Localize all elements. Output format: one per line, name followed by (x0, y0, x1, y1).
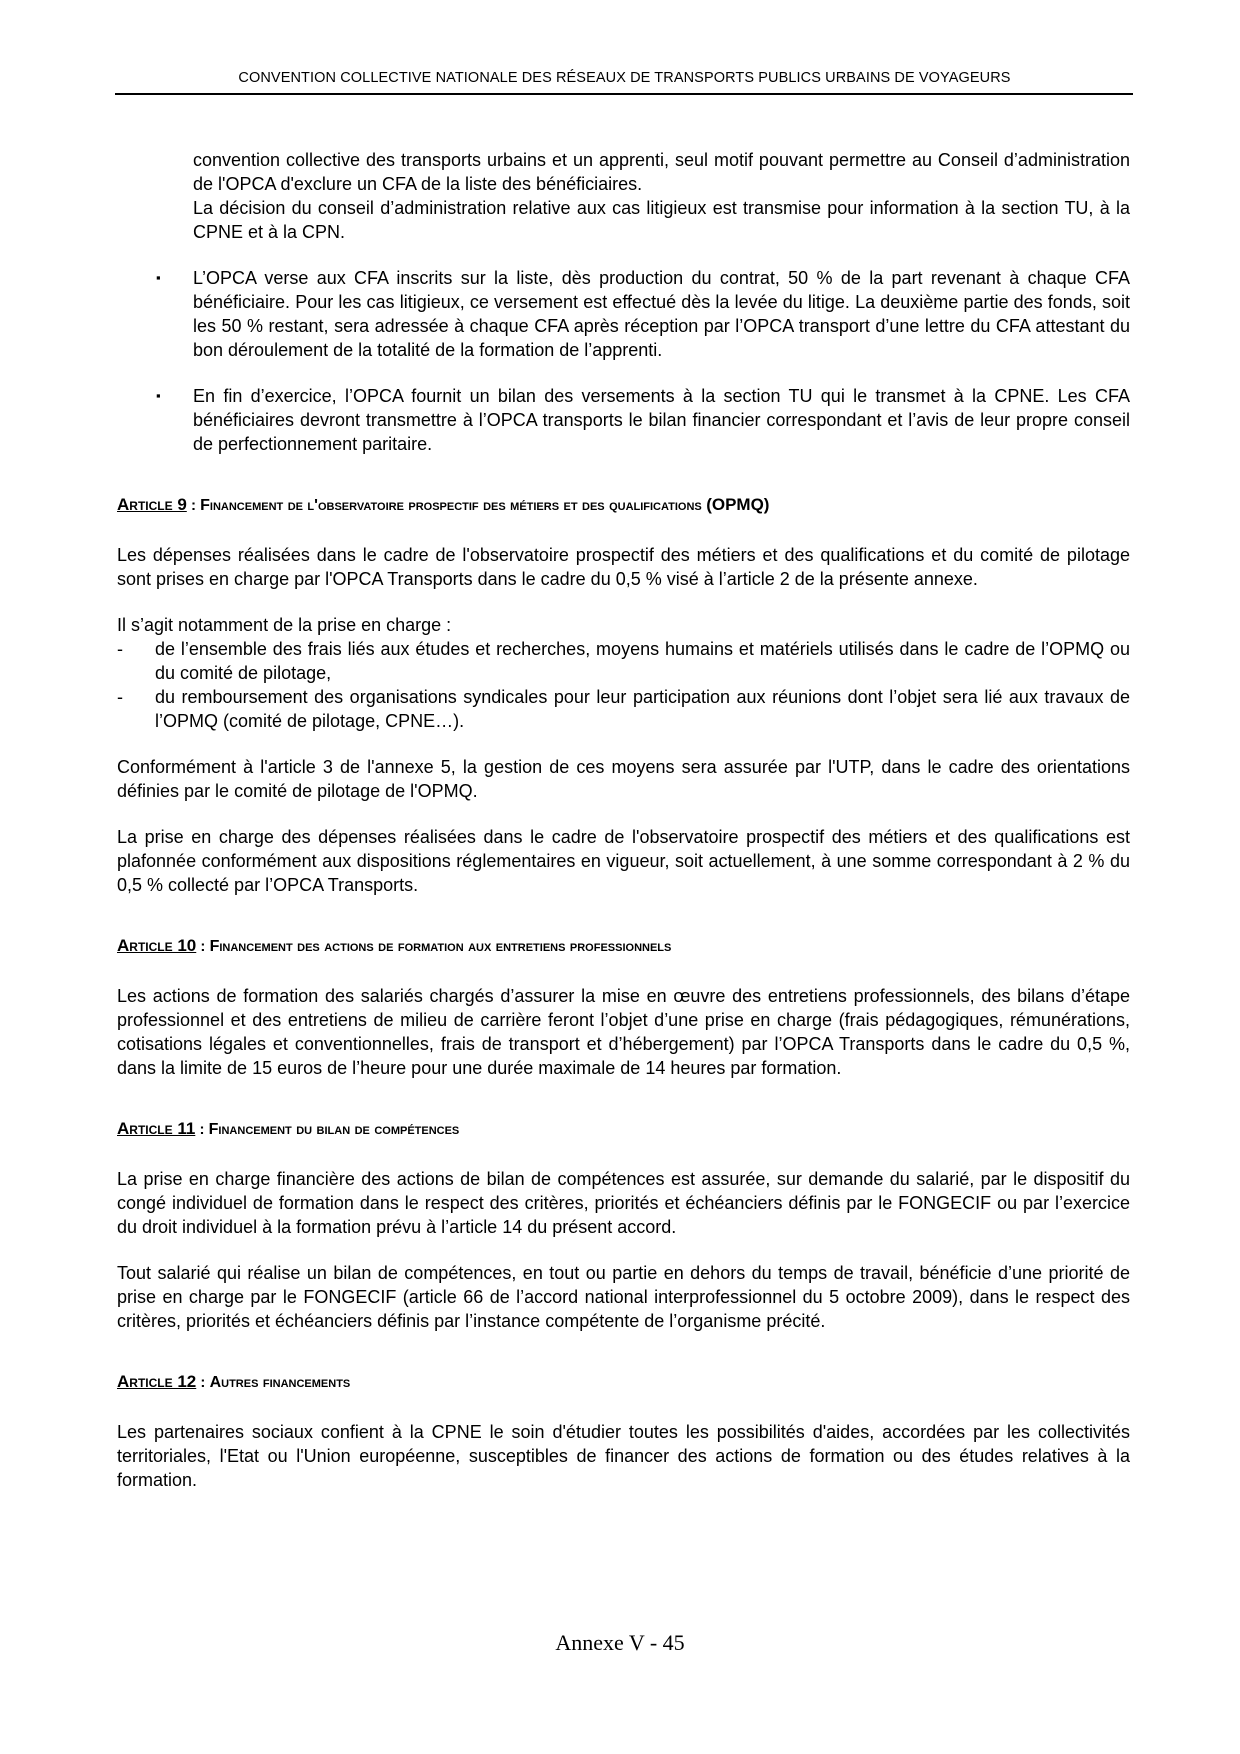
article-11-paragraph-1 (117, 1167, 1130, 1239)
article-9-heading (117, 493, 1130, 518)
article-11-p1-text: La prise en charge financière des actions de bilan de compétences est assurée, sur demande du salarié, par le dispositif du congé individuel de formation dans le respect des critères, priorités et échéanciers définis par le FONGECIF ou par l’exercice du droit individuel à la formation prévu à l’article 14 du présent accord. (117, 1169, 1130, 1237)
article-9-p3-text: Conformément à l'article 3 de l'annexe 5, la gestion de ces moyens sera assurée par l'UTP, dans le cadre des orientations définies par le comité de pilotage de l'OPMQ. (117, 757, 1130, 801)
article-10-title: Financement des actions de formation aux entretiens professionnels (209, 938, 672, 955)
bullet-text-2: En fin d’exercice, l’OPCA fournit un bilan des versements à la section TU qui le transmet à la CPNE. Les CFA bénéficiaires devront transmettre à l’OPCA transports le bilan financier correspondant et l’avis de leur propre conseil de perfectionnement paritaire. (193, 386, 1130, 454)
bullet-item-1 (156, 266, 1130, 362)
article-9-title-suffix: (OPMQ) (706, 495, 770, 514)
article-11-heading (117, 1117, 1130, 1142)
article-9-paragraph-2 (117, 613, 1130, 733)
article-9-p4-text: La prise en charge des dépenses réalisées dans le cadre de l'observatoire prospectif des métiers et des qualifications est plafonnée conformément aux dispositions réglementaires en vigueur, soit actuellement, à une somme correspondant à 2 % du 0,5 % collecté par l’OPCA Transports. (117, 827, 1130, 895)
page-body (117, 148, 1130, 1514)
article-9-title: Financement de l'observatoire prospectif des métiers et des qualifications (200, 497, 707, 514)
article-12-paragraph-1 (117, 1420, 1130, 1492)
dash-marker: - (117, 687, 123, 707)
article-12-heading (117, 1370, 1130, 1395)
article-9-list (117, 637, 1130, 733)
list-item (117, 637, 1130, 685)
bullet-item-2 (156, 384, 1130, 456)
article-12-separator: : (196, 1374, 210, 1391)
bullet-square-icon: ▪ (156, 388, 161, 403)
article-9-p2-intro: Il s’agit notamment de la prise en charge : (117, 615, 452, 635)
article-10-heading (117, 934, 1130, 959)
article-11-title: Financement du bilan de compétences (208, 1121, 460, 1138)
bullet-square-icon: ▪ (156, 270, 161, 285)
page-footer: Annexe V - 45 (555, 1630, 685, 1655)
list-item-text: du remboursement des organisations syndicales pour leur participation aux réunions dont l’objet sera lié aux travaux de l’OPMQ (comité de pilotage, CPNE…). (155, 687, 1130, 731)
article-10-separator: : (196, 938, 210, 955)
article-10-p1-text: Les actions de formation des salariés chargés d’assurer la mise en œuvre des entretiens professionnels, des bilans d’étape professionnel et des entretiens de milieu de carrière feront l’objet d’une prise en charge (frais pédagogiques, rémunérations, cotisations légales et conventionnelles, frais de transport et d’hébergement) par l’OPCA Transports dans le cadre du 0,5 %, dans la limite de 15 euros de l’heure pour une durée maximale de 14 heures par formation. (117, 986, 1130, 1078)
article-9-label: Article 9 (117, 495, 187, 514)
header-rule (115, 93, 1133, 95)
article-9-paragraph-4 (117, 825, 1130, 897)
article-12-title: Autres financements (209, 1374, 351, 1391)
article-9-paragraph-1 (117, 543, 1130, 591)
article-12-p1-text: Les partenaires sociaux confient à la CPNE le soin d'étudier toutes les possibilités d'aides, accordées par les collectivités territoriales, l'Etat ou l'Union européenne, susceptibles de financer des actions de formation ou des études relatives à la formation. (117, 1422, 1130, 1490)
article-11-p2-text: Tout salarié qui réalise un bilan de compétences, en tout ou partie en dehors du temps de travail, bénéficie d’une priorité de prise en charge par le FONGECIF (article 66 de l’accord national interprofessionnel du 5 octobre 2009), dans le respect des critères, priorités et échéanciers définis par l’instance compétente de l’organisme précité. (117, 1263, 1130, 1331)
article-11-separator: : (195, 1121, 209, 1138)
bullet-text-1: L’OPCA verse aux CFA inscrits sur la liste, dès production du contrat, 50 % de la part revenant à chaque CFA bénéficiaire. Pour les cas litigieux, ce versement est effectué dès la levée du litige. La deuxième partie des fonds, soit les 50 % restant, sera adressée à chaque CFA après réception par l’OPCA transport d’une lettre du CFA attestant du bon déroulement de la totalité de la formation de l’apprenti. (193, 268, 1130, 360)
article-11-paragraph-2 (117, 1261, 1130, 1333)
article-10-label: Article 10 (117, 936, 197, 955)
article-11-label: Article 11 (117, 1119, 196, 1138)
article-9-separator: : (186, 497, 201, 514)
article-10-paragraph-1 (117, 984, 1130, 1080)
dash-marker: - (117, 639, 123, 659)
intro-continuation (193, 148, 1130, 244)
article-12-label: Article 12 (117, 1372, 197, 1391)
article-9-p1-text: Les dépenses réalisées dans le cadre de l'observatoire prospectif des métiers et des qualifications et du comité de pilotage sont prises en charge par l'OPCA Transports dans le cadre du 0,5 % visé à l’article 2 de la présente annexe. (117, 545, 1130, 589)
article-9-paragraph-3 (117, 755, 1130, 803)
list-item-text: de l’ensemble des frais liés aux études et recherches, moyens humains et matériels utilisés dans le cadre de l’OPMQ ou du comité de pilotage, (155, 639, 1130, 683)
intro-line-1: convention collective des transports urbains et un apprenti, seul motif pouvant permettre au Conseil d’administration de l'OPCA d'exclure un CFA de la liste des bénéficiaires. (193, 150, 1130, 194)
list-item (117, 685, 1130, 733)
intro-line-2: La décision du conseil d’administration relative aux cas litigieux est transmise pour information à la section TU, à la CPNE et à la CPN. (193, 198, 1130, 242)
running-header: CONVENTION COLLECTIVE NATIONALE DES RÉSEAUX DE TRANSPORTS PUBLICS URBAINS DE VOYAGEURS (238, 70, 1011, 86)
